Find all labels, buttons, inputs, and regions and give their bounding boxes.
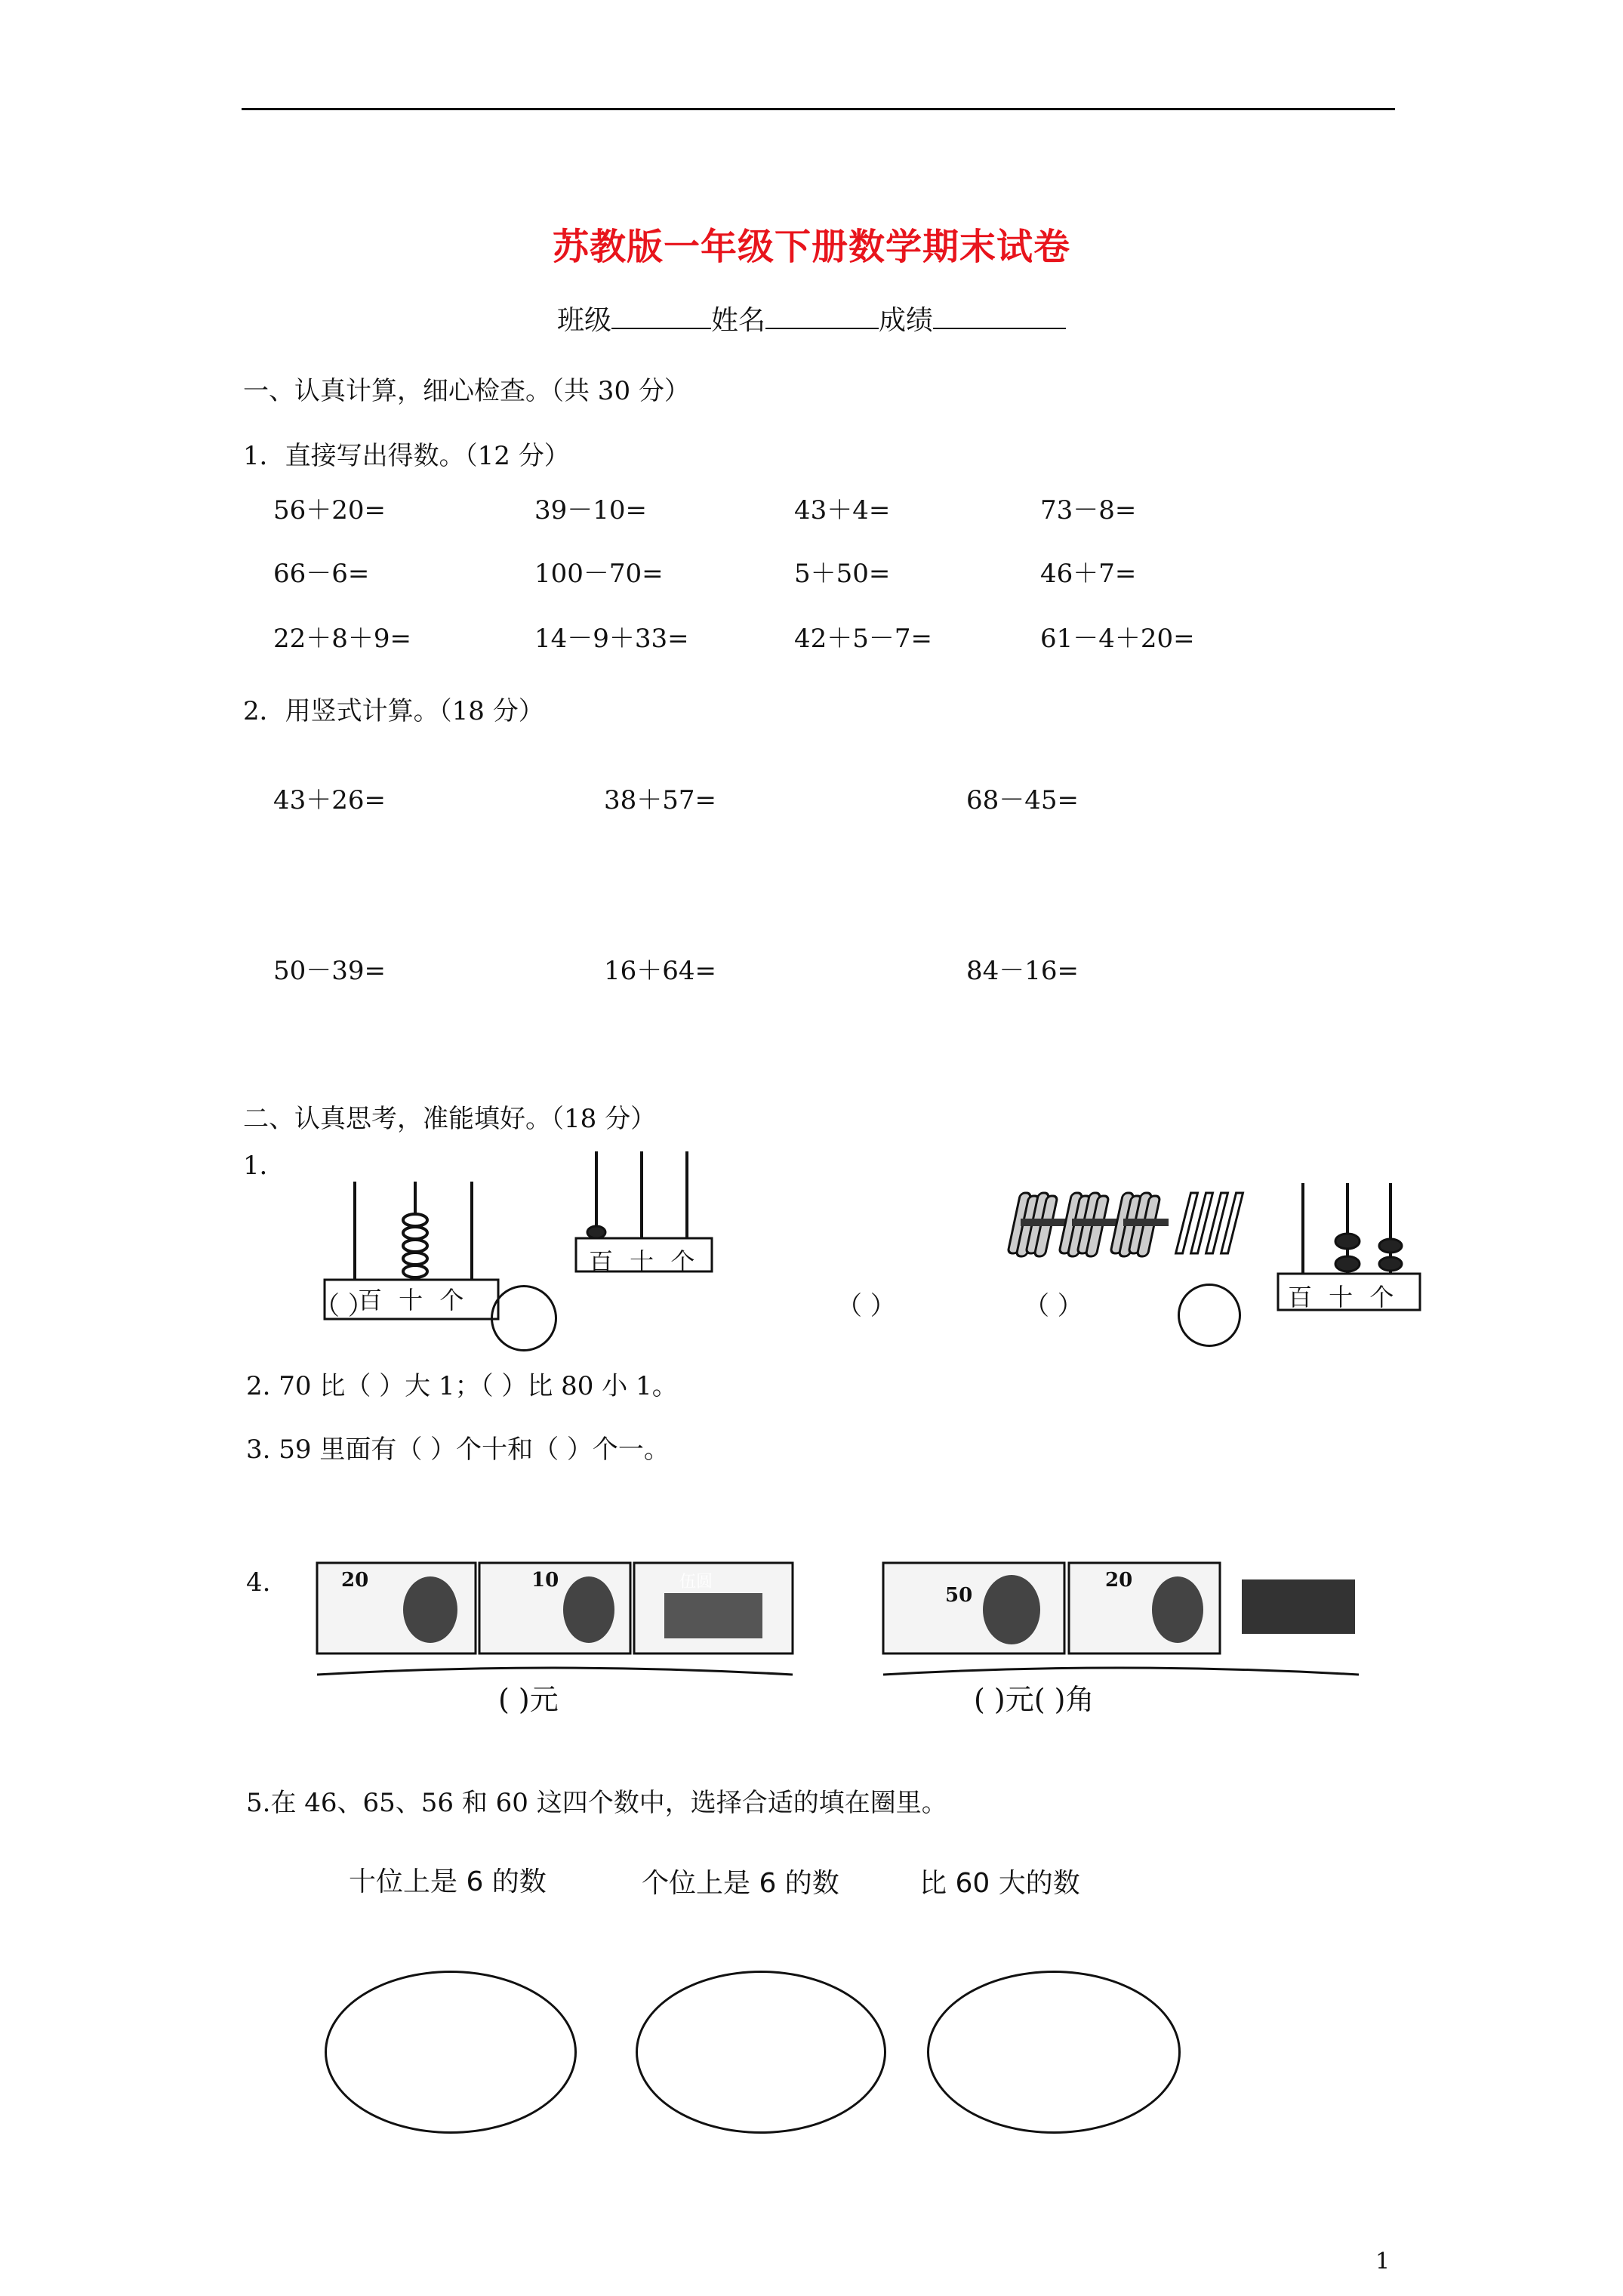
money-answer-1[interactable]: ( )元 [498,1683,559,1716]
name-label: 姓名 [710,305,765,336]
answer-oval-2[interactable] [636,1971,886,2134]
category-tens-6: 十位上是 6 的数 [349,1866,547,1897]
oral-problem: 39－10= [534,495,648,525]
s2-q4-label: 4. [246,1567,271,1598]
name-blank[interactable] [765,304,879,329]
q1-label: 1．直接写出得数。（12 分） [243,441,570,471]
page-title: 苏教版一年级下册数学期末试卷 [552,226,1070,268]
s2-q5-label: 5.在 46、65、56 和 60 这四个数中，选择合适的填在圈里。 [246,1788,947,1818]
note-10: 10 [531,1569,559,1592]
note-50: 50 [945,1584,973,1607]
s2-q1-label: 1． [243,1151,285,1181]
section2-heading: 二、认真思考，准能填好。（18 分） [243,1104,657,1134]
compare-circle-1[interactable] [491,1285,557,1351]
answer-paren-1[interactable]: （ ） [314,1291,374,1321]
vertical-problem: 68－45= [966,785,1079,815]
abacus-bead [403,1214,427,1226]
answer-oval-3[interactable] [927,1971,1181,2134]
s2-q3: 3. 59 里面有（ ）个十和（ ）个一。 [246,1435,670,1465]
abacus-3-label: 百 十 个 [1288,1283,1399,1311]
note-20: 20 [341,1569,369,1592]
page-number: 1 [1375,2248,1390,2275]
student-info-line [0,299,1623,337]
score-blank[interactable] [933,304,1066,329]
oral-problem: 100－70= [534,559,664,589]
stick-bundles-image [1018,1185,1259,1268]
money-answer-2[interactable]: ( )元( )角 [974,1683,1095,1716]
vertical-problem: 16＋64= [604,956,717,986]
stick-bundle [1059,1193,1117,1256]
note-5-yuan: 伍圆 [679,1573,713,1592]
oral-problem: 56＋20= [273,495,387,525]
oral-problem: 73－8= [1040,495,1137,525]
oral-problem: 43＋4= [794,495,891,525]
vertical-problem: 43＋26= [273,785,387,815]
category-ones-6: 个位上是 6 的数 [642,1868,839,1899]
oral-problem: 46＋7= [1040,559,1137,589]
answer-paren-2[interactable]: （ ） [836,1291,896,1321]
vertical-problem: 50－39= [273,956,387,986]
abacus-bead [403,1265,427,1277]
oral-problem: 42＋5－7= [794,624,933,654]
section1-heading: 一、认真计算，细心检查。（共 30 分） [243,376,690,406]
s2-q2: 2. 70 比（ ）大 1；（ ）比 80 小 1。 [246,1371,678,1401]
abacus-bead [403,1253,427,1265]
stick-bundle [1110,1193,1169,1256]
vertical-problem: 84－16= [966,956,1079,986]
abacus-2-label: 百 十 个 [589,1247,700,1276]
header-rule [242,108,1395,110]
score-label: 成绩 [879,305,934,336]
class-blank[interactable] [611,304,711,329]
vertical-problem: 38＋57= [604,785,717,815]
answer-oval-1[interactable] [325,1971,577,2134]
note-20b: 20 [1105,1569,1133,1592]
answer-paren-3[interactable]: （ ） [1024,1291,1083,1321]
class-label: 班级 [556,305,611,336]
q2-label: 2．用竖式计算。（18 分） [243,696,544,726]
stick-bundle [1008,1193,1066,1256]
category-gt-60: 比 60 大的数 [919,1868,1080,1899]
oral-problem: 66－6= [273,559,370,589]
oral-problem: 22＋8＋9= [273,624,412,654]
abacus-bead [403,1227,427,1239]
oral-problem: 14－9＋33= [534,624,689,654]
oral-problem: 61－4＋20= [1040,624,1195,654]
oral-problem: 5＋50= [794,559,891,589]
abacus-bead [403,1240,427,1252]
compare-circle-2[interactable] [1178,1284,1241,1347]
abacus-1-label: 百 十 个 [358,1286,469,1314]
